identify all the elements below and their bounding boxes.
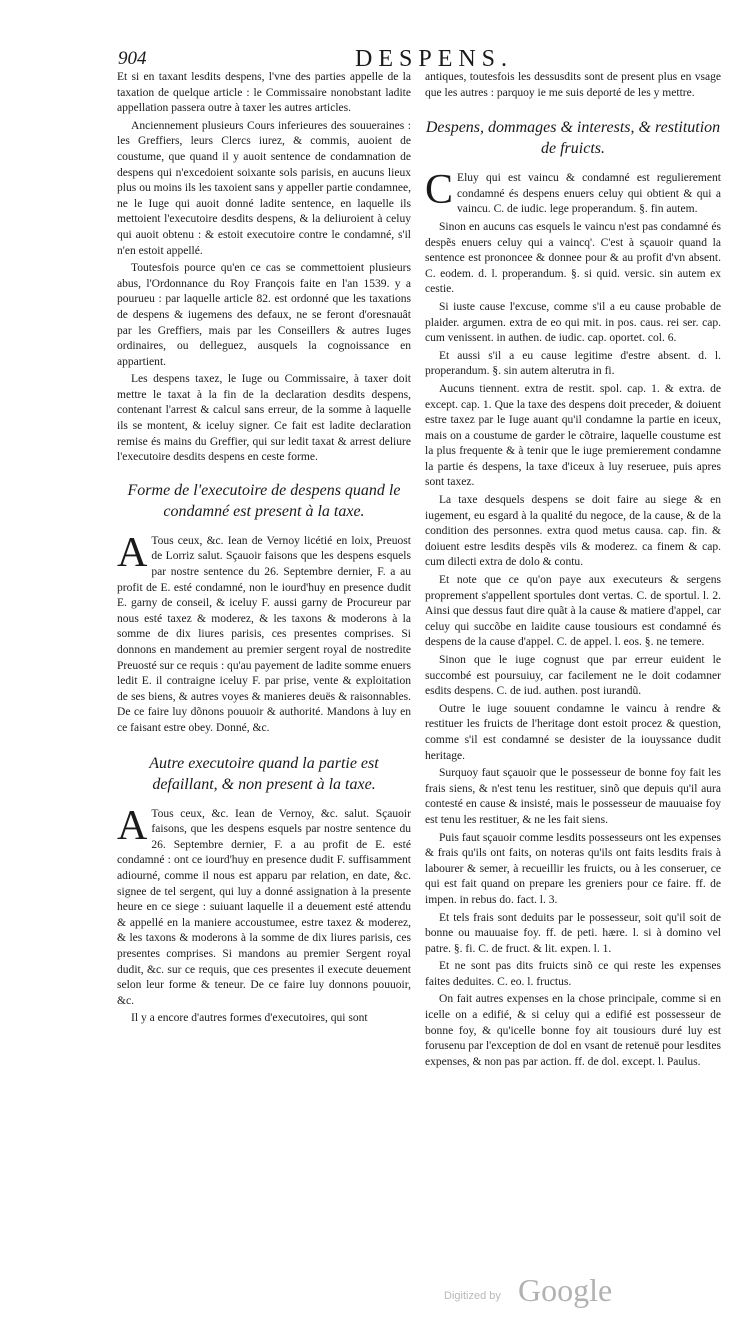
paragraph: Sinon en aucuns cas esquels le vaincu n'est pas condamné és despẽs enuers celuy qui a vaincq'. C'est à sçauoir quand la sentence est prononcee & donnee pour & au profit d'vn absent. C. eodem. d. l. properandum. §. si quid. versic. sin autem ex cestie. [425,220,721,296]
section-heading: Forme de l'executoire de despens quand le condamné est present à la taxe. [127,481,401,520]
paragraph: Sinon que le iuge cognust que par erreur euident le succombé est poursuiuy, car facilement ne le doit codamner esdits despens. C. de iud. authen. post iurandũ. [425,654,721,698]
paragraph [425,167,721,218]
drop-cap: A [117,529,148,576]
paragraph: antiques, toutesfois les dessusdits sont de present plus en vsage que les autres : parquoy ie me suis deporté de les y mettre. [425,71,721,99]
paragraph: Les despens taxez, le Iuge ou Commissaire, à taxer doit mettre le taxat à la fin de la declaration desdits despens, contenant l'arrest & calcul sans erreur, de la somme à laquelle ils se montent, & iceluy signer. Ce fait est ladite declaration remise és mains du Greffier, qui sur ledit taxat & arrest deliure l'executoire desdits despens en ceste forme. [117,373,411,464]
digitized-by-text: Digitized by [444,1290,501,1302]
paragraph [117,529,411,737]
paragraph: Surquoy faut sçauoir que le possesseur de bonne foy fait les frais siens, & n'est tenu les restituer, sinõ que depuis qu'il aura contesté en cause & insisté, mais le possesseur de mauuaise foy est tenu les restituer, & ne les fait siens. [425,767,721,826]
paragraph: Et aussi s'il a eu cause legitime d'estre absent. d. l. properandum. §. sin autem alterutra in fi. [425,349,721,378]
paragraph-text: Tous ceux, &c. Iean de Vernoy, &c. salut. Sçauoir faisons, que les despens esquels par nostre sentence du 26. Septembre dernier, F. a au profit de E. esté condamné : ont ce iourd'huy en presence dudit F. suffisamment adiourné, comme il nous est apparu par relation, en date, &c. signee de tel sergent, qui luy a donné assignation à la presente heure en ce siege : suiuant laquelle il a deuement esté attendu & appellé en la maniere accoustumee, estre taxez & moderez, & les taxons & moderons à la somme de dix liures parisis, ces presentes comprises. Si mandons au premier Sergent royal dudit, &c. sur ce requis, que ces presentes il execute deuement selon leur forme & teneur. De ce faire luy donnons pouuoir, &c. [117,807,411,1007]
paragraph: Et ne sont pas dits fruicts sinõ ce qui reste les expenses faites deduites. C. eo. l. fructus. [425,960,721,988]
digitized-by-google-watermark [444,1272,624,1310]
section-heading: Despens, dommages & interests, & restitution de fruicts. [425,119,721,158]
paragraph: La taxe desquels despens se doit faire au siege & en iugement, eu esgard à la qualité du negoce, de la cause, & de la condition des personnes. extra quod metus causa. cap. fin. & doiuent estre lesdits despẽs vils & moderez. ca finem & cap. cum dilecti extra de dolo & contu. [425,494,721,569]
paragraph: Et tels frais sont deduits par le possesseur, soit qu'il soit de bonne ou mauuaise foy. ff. de peti. hære. l. si à domino vel patre. §. fi. C. de fruct. & lit. expen. l. 1. [425,911,721,955]
paragraph: Si iuste cause l'excuse, comme s'il a eu cause probable de plaider. argumen. extra de eo qui mit. in pos. caus. rei ser. cap. cum venissent. in authen. de iudic. cap. oportet. col. 6. [425,300,721,345]
right-column [425,70,721,1072]
left-column [117,70,411,1029]
paragraph: On fait autres expenses en la chose principale, comme si en icelle on a edifié, & si celuy qui a edifié est possesseur de bonne foy, & qu'icelle bonne foy ait tousiours duré luy est forusenu par l'exception de dol en vsant de retenuë pour lesdites expenses, & non pas par action. ff. de dol. except. l. Paulus. [425,993,721,1068]
paragraph: Aucuns tiennent. extra de restit. spol. cap. 1. & extra. de except. cap. 1. Que la taxe des despens doit preceder, & doiuent estre taxez par le Iuge auant qu'il condamne la partie en iceux, mais on a coustume de garder le cõtraire, laquelle coustume est la plus frequente & à tenir que le iuge premierement condamne la partie és despens, la taxe d'iceux à luy reseruee, puis apres sont taxez. [425,382,721,489]
paragraph: Il y a encore d'autres formes d'executoires, qui sont [131,1012,368,1025]
paragraph-text: Eluy qui est vaincu & condamné est regulierement condamné és despens enuers celuy qui obtient & qui a vaincu. C. de iudic. lege properandum. §. fin autem. [457,172,721,216]
google-logo: Google [518,1272,613,1308]
section-heading: Autre executoire quand la partie est defaillant, & non present à la taxe. [149,754,379,793]
running-title: DESPENS. [355,46,514,72]
paragraph: Toutesfois pource qu'en ce cas se commettoient plusieurs abus, l'Ordonnance du Roy François faite en l'an 1539. y a pourueu : par laquelle article 82. est ordonné que les taxations de despens & iugemens des defaux, ne se feront d'oresnauât par les Greffiers, mais par les Conseillers & autres Iuges ordinaires, ou delleguez, ausquels la cognoissance en appartient. [117,262,411,368]
paragraph [117,802,411,1010]
paragraph: Et si en taxant lesdits despens, l'vne des parties appelle de la taxation de quelque article : le Commissaire nonobstant ladite appellation passera outre à taxer les autres articles. [117,71,411,115]
drop-cap: A [117,802,148,849]
paragraph: Puis faut sçauoir comme lesdits possesseurs ont les expenses & frais qu'ils ont faits, on noteras qu'ils ont faits lesdits frais à labourer & semer, à recueillir les fruicts, ou à les conseruer, ce qui est fait quand on prepare les greniers pour ce faire. ff. de impen. in rebus do. fact. l. 3. [425,831,721,906]
paragraph: Anciennement plusieurs Cours inferieures des souueraines : les Greffiers, leurs Clercs iurez, & commis, auoient de coustume, que quand il y auoit sentence de condamnation de despens qui n'excedoient soixante sols parisis, en aucuns lieux plus ou moins ils les taxoient sans y appeller partie condamnee, ne le Iuge qui auoit donné ladite sentence, en laquelle ils mettoient l'executoire desdits despens, & la deliuroient à celuy qui auoit obtenu : & estoit executoire contre le condamné, s'il n'en estoit appellé. [117,119,411,257]
paragraph-text: Tous ceux, &c. Iean de Vernoy licétié en loix, Preuost de Lorriz salut. Sçauoir faisons que les despens esquels par nostre sentence du 26. Septembre dernier, F. a au profit de E. esté condamné, non le iourd'huy en presence dudit E. garny de conseil, & iceluy F. aussi garny de Procureur par nous esté taxez & moderez, & les taxons & moderons à la somme de dix liures parisis, ces presentes comprises. Si donnons en mandement au premier sergent royal de nostredite Preuosté sur ce requis : qu'au payement de ladite somme enuers ledit E. il contraigne iceluy F. par prise, vente & exploitation de ses biens, & autres voyes & manieres deuës & raisonnables. De ce faire luy dõnons pouuoir & authorité. Mandons à luy en ce faisant estre obey. Donné, &c. [117,534,411,734]
paragraph: Et note que ce qu'on paye aux executeurs & sergens proprement s'appellent sportules dont vertas. C. de sportul. l. 2. Ainsi que dessus faut dire quãt à la cause & matiere d'appel, car celuy qui succõbe en laidite cause tousiours est condamné és despens de la cause d'appel. C. de appel. l. eos. §. ne temere. [425,574,721,649]
page-number: 904 [118,48,147,69]
paragraph: Outre le iuge souuent condamne le vaincu à rendre & restituer les fruicts de l'heritage dont estoit procez & question, comme s'il est condamné se desister de la iouyssance dudit heritage. [425,702,721,762]
drop-cap: C [425,167,454,214]
